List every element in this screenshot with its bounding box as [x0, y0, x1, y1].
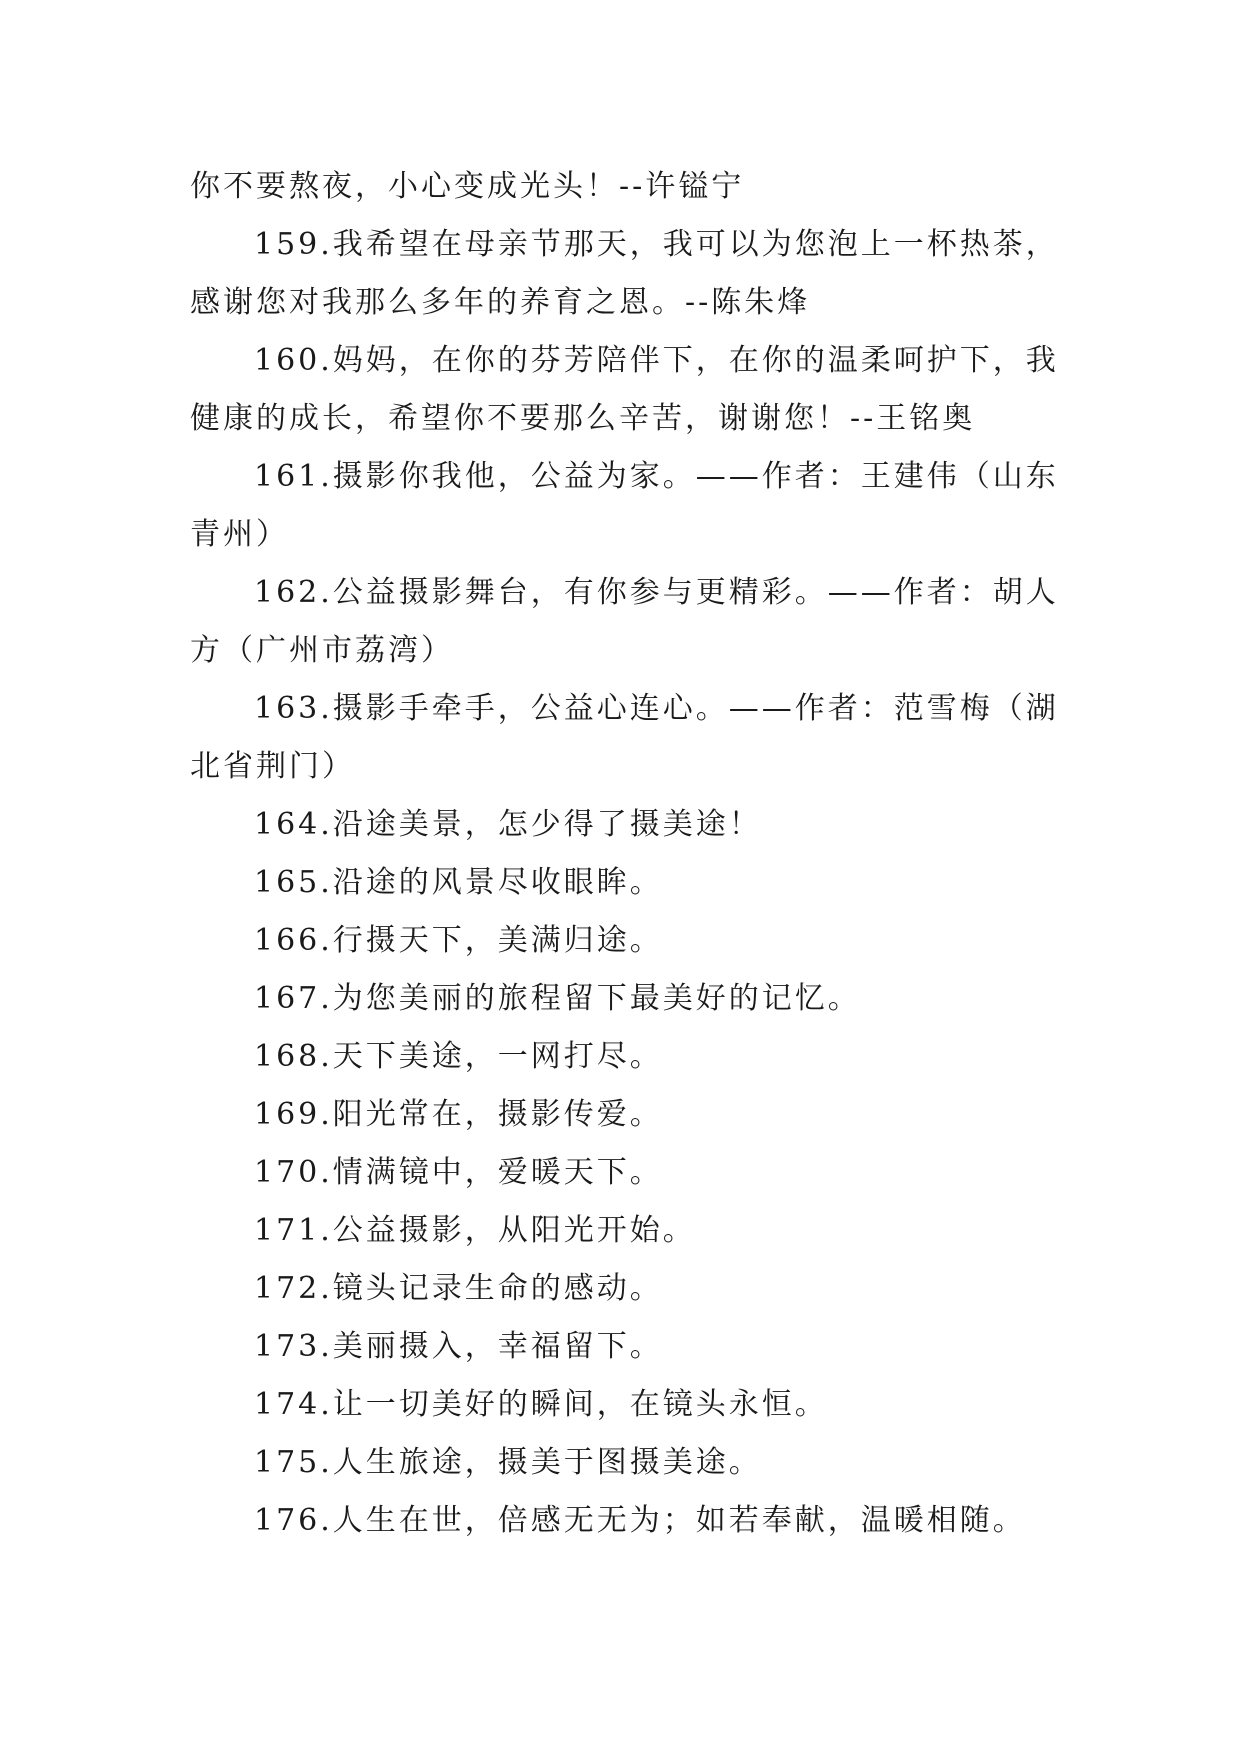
text-line: 162.公益摄影舞台，有你参与更精彩。——作者：胡人: [254, 575, 1059, 610]
text-line: 159.我希望在母亲节那天，我可以为您泡上一杯热茶，: [254, 227, 1059, 262]
text-line: 174.让一切美好的瞬间，在镜头永恒。: [254, 1387, 828, 1422]
text-line: 166.行摄天下，美满归途。: [254, 923, 663, 958]
text-line: 北省荆门）: [190, 749, 355, 784]
text-line: 你不要熬夜，小心变成光头！--许镒宁: [190, 169, 745, 204]
text-line: 161.摄影你我他，公益为家。——作者：王建伟（山东: [254, 459, 1059, 494]
text-line: 160.妈妈，在你的芬芳陪伴下，在你的温柔呵护下，我: [254, 343, 1059, 378]
text-line: 171.公益摄影，从阳光开始。: [254, 1213, 696, 1248]
text-line: 173.美丽摄入，幸福留下。: [254, 1329, 663, 1364]
text-line: 健康的成长，希望你不要那么辛苦，谢谢您！--王铭奥: [190, 401, 976, 436]
text-line: 青州）: [190, 517, 289, 552]
text-line: 170.情满镜中，爱暖天下。: [254, 1155, 663, 1190]
text-line: 164.沿途美景，怎少得了摄美途！: [254, 807, 762, 842]
text-line: 172.镜头记录生命的感动。: [254, 1271, 663, 1306]
text-line: 175.人生旅途，摄美于图摄美途。: [254, 1445, 762, 1480]
document-body: [190, 158, 1060, 1550]
text-line: 169.阳光常在，摄影传爱。: [254, 1097, 663, 1132]
text-line: 168.天下美途，一网打尽。: [254, 1039, 663, 1074]
text-line: 163.摄影手牵手，公益心连心。——作者：范雪梅（湖: [254, 691, 1059, 726]
text-line: 176.人生在世，倍感无无为；如若奉献，温暖相随。: [254, 1503, 1026, 1538]
text-line: 167.为您美丽的旅程留下最美好的记忆。: [254, 981, 861, 1016]
text-line: 感谢您对我那么多年的养育之恩。--陈朱烽: [190, 285, 811, 320]
text-line: 方（广州市荔湾）: [190, 633, 454, 668]
text-line: 165.沿途的风景尽收眼眸。: [254, 865, 663, 900]
